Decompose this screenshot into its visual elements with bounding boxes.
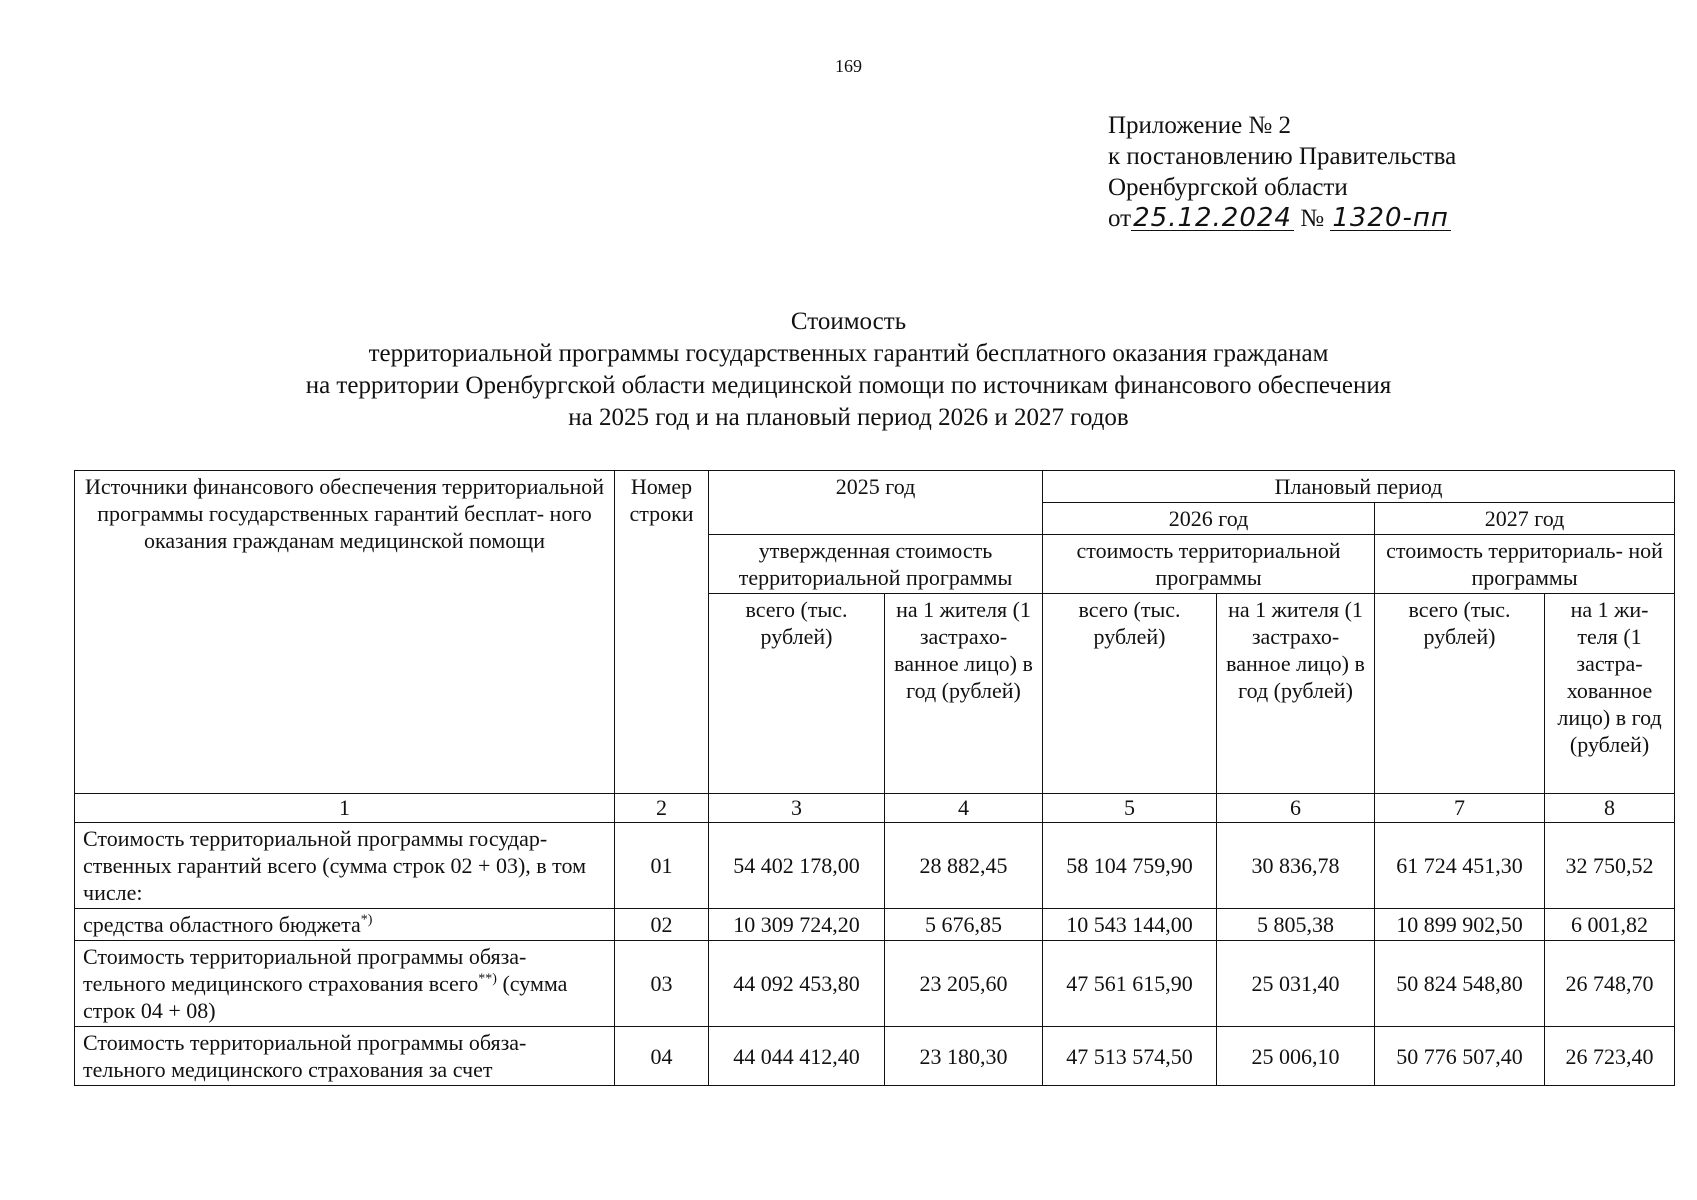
- page-number: 169: [835, 56, 862, 76]
- column-number: 5: [1043, 794, 1217, 823]
- column-number: 3: [709, 794, 885, 823]
- number-prefix: №: [1300, 205, 1325, 232]
- header-cost-2026: стоимость территориальной программы: [1043, 535, 1375, 594]
- column-number: 4: [885, 794, 1043, 823]
- from-prefix: от: [1108, 205, 1132, 232]
- header-total-2027: всего (тыс. рублей): [1375, 594, 1545, 794]
- row-label-text: Стоимость территориальной программы обяза- тельного медицинского страхования всего: [83, 944, 527, 996]
- table-row: [75, 909, 1675, 941]
- appendix-date-line: [1108, 203, 1456, 234]
- row-value: 26 748,70: [1545, 941, 1675, 1027]
- header-year-2025: 2025 год: [709, 471, 1043, 535]
- table-row: [75, 1027, 1675, 1086]
- title-line-3: на территории Оренбургской области медицинской помощи по источникам финансового обеспечения: [305, 372, 1392, 399]
- header-planned-period: Плановый период: [1043, 471, 1675, 503]
- row-value: 61 724 451,30: [1375, 823, 1545, 909]
- row-label: [75, 941, 615, 1027]
- row-value: 28 882,45: [885, 823, 1043, 909]
- row-label: [75, 909, 615, 941]
- row-value: 10 899 902,50: [1375, 909, 1545, 941]
- row-value: 25 031,40: [1217, 941, 1375, 1027]
- row-value: 54 402 178,00: [709, 823, 885, 909]
- column-number: 2: [615, 794, 709, 823]
- column-number: 7: [1375, 794, 1545, 823]
- row-value: 10 543 144,00: [1043, 909, 1217, 941]
- row-label: [75, 823, 615, 909]
- appendix-resolution: к постановлению Правительства: [1108, 143, 1457, 170]
- row-value: 5 805,38: [1217, 909, 1375, 941]
- header-per-resident-2025: на 1 жителя (1 застрахо- ванное лицо) в год (рублей): [885, 594, 1043, 794]
- header-total-2025: всего (тыс. рублей): [709, 594, 885, 794]
- row-label-text: средства областного бюджета: [83, 912, 361, 937]
- footnote-mark: **): [478, 971, 497, 987]
- column-number: 1: [75, 794, 615, 823]
- appendix-title: Приложение № 2: [1108, 112, 1292, 139]
- title-line-4: на 2025 год и на плановый период 2026 и 2027 годов: [568, 404, 1129, 431]
- table-row: [75, 941, 1675, 1027]
- document-title: [0, 306, 1697, 434]
- column-numbers-row: [75, 794, 1675, 823]
- row-label: [75, 1027, 615, 1086]
- row-value: 58 104 759,90: [1043, 823, 1217, 909]
- row-number: 03: [615, 941, 709, 1027]
- cost-table: [74, 470, 1675, 1086]
- row-value: 6 001,82: [1545, 909, 1675, 941]
- row-label-text: Стоимость территориальной программы обяза- тельного медицинского страхования за счет: [83, 1030, 527, 1082]
- appendix-region: Оренбургской области: [1108, 174, 1348, 201]
- row-value: 23 205,60: [885, 941, 1043, 1027]
- header-sources: Источники финансового обеспечения территориальной программы государственных гарантий бесплат- ного оказания гражданам медицинской помощи: [75, 471, 615, 794]
- row-value: 30 836,78: [1217, 823, 1375, 909]
- table-row: [75, 823, 1675, 909]
- footnote-mark: *): [360, 912, 373, 928]
- appendix-block: [1108, 110, 1456, 234]
- header-total-2026: всего (тыс. рублей): [1043, 594, 1217, 794]
- header-year-2027: 2027 год: [1375, 503, 1675, 535]
- row-value: 5 676,85: [885, 909, 1043, 941]
- title-line-1: Стоимость: [790, 308, 907, 335]
- column-number: 8: [1545, 794, 1675, 823]
- row-label-continuation: (сумма строк 04 + 08): [83, 971, 568, 1023]
- row-value: 26 723,40: [1545, 1027, 1675, 1086]
- header-approved-cost: утвержденная стоимость территориальной программы: [709, 535, 1043, 594]
- row-value: 44 092 453,80: [709, 941, 885, 1027]
- row-value: 10 309 724,20: [709, 909, 885, 941]
- row-value: 32 750,52: [1545, 823, 1675, 909]
- row-value: 47 513 574,50: [1043, 1027, 1217, 1086]
- row-label-text: Стоимость территориальной программы государ- ственных гарантий всего (сумма строк 02 + 03), в том числе:: [83, 826, 587, 905]
- column-number: 6: [1217, 794, 1375, 823]
- header-row-1: [75, 471, 1675, 503]
- header-cost-2027: стоимость территориаль- ной программы: [1375, 535, 1675, 594]
- row-value: 47 561 615,90: [1043, 941, 1217, 1027]
- row-value: 44 044 412,40: [709, 1027, 885, 1086]
- row-value: 50 776 507,40: [1375, 1027, 1545, 1086]
- row-value: 25 006,10: [1217, 1027, 1375, 1086]
- header-line-number: Номер строки: [615, 471, 709, 794]
- header-per-resident-2026: на 1 жителя (1 застрахо- ванное лицо) в год (рублей): [1217, 594, 1375, 794]
- row-value: 50 824 548,80: [1375, 941, 1545, 1027]
- header-per-resident-2027: на 1 жи- теля (1 застра- хованное лицо) в год (рублей): [1545, 594, 1675, 794]
- handwritten-number: 1320-пп: [1332, 203, 1449, 233]
- handwritten-date: 25.12.2024: [1133, 203, 1292, 233]
- row-number: 02: [615, 909, 709, 941]
- row-number: 04: [615, 1027, 709, 1086]
- row-value: 23 180,30: [885, 1027, 1043, 1086]
- title-line-2: территориальной программы государственных гарантий бесплатного оказания гражданам: [368, 340, 1329, 367]
- header-year-2026: 2026 год: [1043, 503, 1375, 535]
- row-number: 01: [615, 823, 709, 909]
